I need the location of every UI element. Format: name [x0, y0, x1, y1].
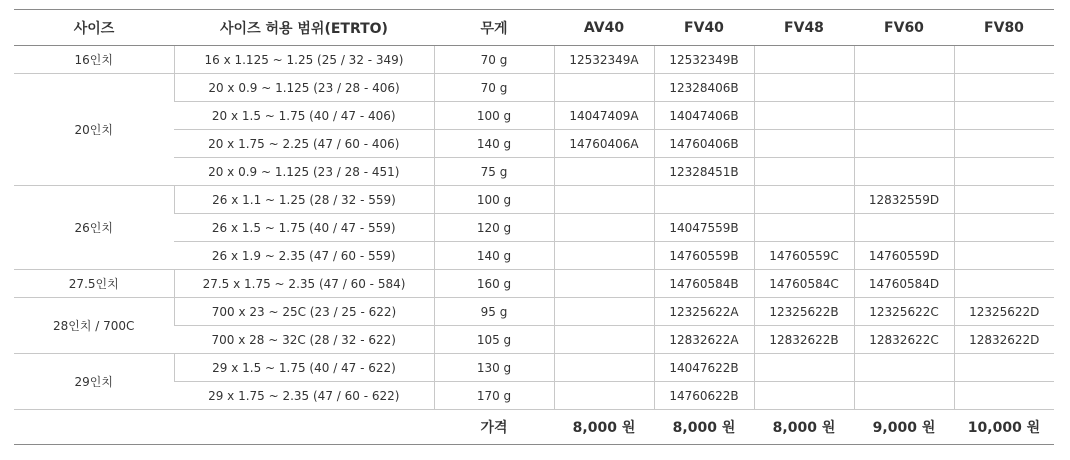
- av40-cell: 14760406A: [554, 130, 654, 158]
- fv80-cell: [954, 186, 1054, 214]
- fv80-cell: [954, 270, 1054, 298]
- price-empty-cell: [174, 410, 434, 445]
- av40-cell: [554, 214, 654, 242]
- fv40-cell: [654, 186, 754, 214]
- fv80-cell: 12325622D: [954, 298, 1054, 326]
- fv60-cell: [854, 382, 954, 410]
- price-row: [14, 410, 1054, 445]
- av40-cell: 12532349A: [554, 46, 654, 74]
- weight-cell: 100 g: [434, 186, 554, 214]
- fv40-cell: 12328406B: [654, 74, 754, 102]
- fv48-cell: [754, 354, 854, 382]
- weight-cell: 70 g: [434, 46, 554, 74]
- fv60-cell: [854, 354, 954, 382]
- av40-cell: [554, 270, 654, 298]
- price-empty-cell: [14, 410, 174, 445]
- table-row: [14, 46, 1054, 74]
- price-fv40: 8,000 원: [654, 410, 754, 445]
- range-cell: 20 x 1.5 ~ 1.75 (40 / 47 - 406): [174, 102, 434, 130]
- range-cell: 27.5 x 1.75 ~ 2.35 (47 / 60 - 584): [174, 270, 434, 298]
- weight-cell: 95 g: [434, 298, 554, 326]
- weight-cell: 170 g: [434, 382, 554, 410]
- fv60-cell: [854, 74, 954, 102]
- fv80-cell: [954, 382, 1054, 410]
- fv40-cell: 14047406B: [654, 102, 754, 130]
- size-cell: 20인치: [14, 74, 174, 186]
- header-av40: AV40: [554, 10, 654, 46]
- fv40-cell: 14760584B: [654, 270, 754, 298]
- av40-cell: [554, 242, 654, 270]
- fv60-cell: 14760559D: [854, 242, 954, 270]
- table-row: [14, 186, 1054, 214]
- fv48-cell: 12832622B: [754, 326, 854, 354]
- fv40-cell: 14047559B: [654, 214, 754, 242]
- av40-cell: [554, 382, 654, 410]
- fv60-cell: [854, 214, 954, 242]
- fv48-cell: [754, 102, 854, 130]
- fv80-cell: [954, 214, 1054, 242]
- fv48-cell: [754, 158, 854, 186]
- table-row: [14, 74, 1054, 102]
- size-cell: 26인치: [14, 186, 174, 270]
- range-cell: 700 x 28 ~ 32C (28 / 32 - 622): [174, 326, 434, 354]
- fv60-cell: [854, 46, 954, 74]
- table-row: [14, 270, 1054, 298]
- price-label: 가격: [434, 410, 554, 445]
- tube-spec-table: [14, 9, 1054, 445]
- fv80-cell: [954, 242, 1054, 270]
- header-fv60: FV60: [854, 10, 954, 46]
- fv40-cell: 12325622A: [654, 298, 754, 326]
- header-etrto-range: 사이즈 허용 범위(ETRTO): [174, 10, 434, 46]
- range-cell: 16 x 1.125 ~ 1.25 (25 / 32 - 349): [174, 46, 434, 74]
- fv48-cell: [754, 46, 854, 74]
- range-cell: 29 x 1.5 ~ 1.75 (40 / 47 - 622): [174, 354, 434, 382]
- av40-cell: [554, 298, 654, 326]
- range-cell: 20 x 1.75 ~ 2.25 (47 / 60 - 406): [174, 130, 434, 158]
- weight-cell: 75 g: [434, 158, 554, 186]
- weight-cell: 120 g: [434, 214, 554, 242]
- fv60-cell: [854, 130, 954, 158]
- fv80-cell: [954, 130, 1054, 158]
- fv80-cell: [954, 74, 1054, 102]
- range-cell: 700 x 23 ~ 25C (23 / 25 - 622): [174, 298, 434, 326]
- av40-cell: [554, 74, 654, 102]
- range-cell: 26 x 1.9 ~ 2.35 (47 / 60 - 559): [174, 242, 434, 270]
- av40-cell: 14047409A: [554, 102, 654, 130]
- table-row: [14, 298, 1054, 326]
- header-fv40: FV40: [654, 10, 754, 46]
- range-cell: 26 x 1.1 ~ 1.25 (28 / 32 - 559): [174, 186, 434, 214]
- header-row: [14, 10, 1054, 46]
- price-fv60: 9,000 원: [854, 410, 954, 445]
- fv40-cell: 12328451B: [654, 158, 754, 186]
- fv48-cell: [754, 74, 854, 102]
- fv60-cell: 14760584D: [854, 270, 954, 298]
- size-cell: 27.5인치: [14, 270, 174, 298]
- table-row: [14, 354, 1054, 382]
- range-cell: 20 x 0.9 ~ 1.125 (23 / 28 - 406): [174, 74, 434, 102]
- fv80-cell: [954, 46, 1054, 74]
- fv40-cell: 14760622B: [654, 382, 754, 410]
- size-cell: 16인치: [14, 46, 174, 74]
- range-cell: 26 x 1.5 ~ 1.75 (40 / 47 - 559): [174, 214, 434, 242]
- fv48-cell: [754, 382, 854, 410]
- fv60-cell: 12832559D: [854, 186, 954, 214]
- range-cell: 20 x 0.9 ~ 1.125 (23 / 28 - 451): [174, 158, 434, 186]
- price-fv48: 8,000 원: [754, 410, 854, 445]
- weight-cell: 160 g: [434, 270, 554, 298]
- weight-cell: 140 g: [434, 242, 554, 270]
- range-cell: 29 x 1.75 ~ 2.35 (47 / 60 - 622): [174, 382, 434, 410]
- weight-cell: 140 g: [434, 130, 554, 158]
- fv80-cell: [954, 354, 1054, 382]
- size-cell: 29인치: [14, 354, 174, 410]
- fv48-cell: [754, 214, 854, 242]
- header-fv80: FV80: [954, 10, 1054, 46]
- fv40-cell: 14760559B: [654, 242, 754, 270]
- price-fv80: 10,000 원: [954, 410, 1054, 445]
- fv60-cell: [854, 102, 954, 130]
- table-body: [14, 46, 1054, 410]
- header-fv48: FV48: [754, 10, 854, 46]
- av40-cell: [554, 158, 654, 186]
- weight-cell: 100 g: [434, 102, 554, 130]
- av40-cell: [554, 326, 654, 354]
- size-cell: 28인치 / 700C: [14, 298, 174, 354]
- weight-cell: 130 g: [434, 354, 554, 382]
- av40-cell: [554, 186, 654, 214]
- fv48-cell: [754, 186, 854, 214]
- fv40-cell: 14760406B: [654, 130, 754, 158]
- fv48-cell: 12325622B: [754, 298, 854, 326]
- fv60-cell: 12325622C: [854, 298, 954, 326]
- fv40-cell: 12532349B: [654, 46, 754, 74]
- fv48-cell: 14760584C: [754, 270, 854, 298]
- fv80-cell: [954, 158, 1054, 186]
- fv60-cell: 12832622C: [854, 326, 954, 354]
- fv80-cell: [954, 102, 1054, 130]
- weight-cell: 105 g: [434, 326, 554, 354]
- header-weight: 무게: [434, 10, 554, 46]
- weight-cell: 70 g: [434, 74, 554, 102]
- fv48-cell: [754, 130, 854, 158]
- header-size: 사이즈: [14, 10, 174, 46]
- fv80-cell: 12832622D: [954, 326, 1054, 354]
- fv40-cell: 12832622A: [654, 326, 754, 354]
- fv48-cell: 14760559C: [754, 242, 854, 270]
- av40-cell: [554, 354, 654, 382]
- fv60-cell: [854, 158, 954, 186]
- price-av40: 8,000 원: [554, 410, 654, 445]
- fv40-cell: 14047622B: [654, 354, 754, 382]
